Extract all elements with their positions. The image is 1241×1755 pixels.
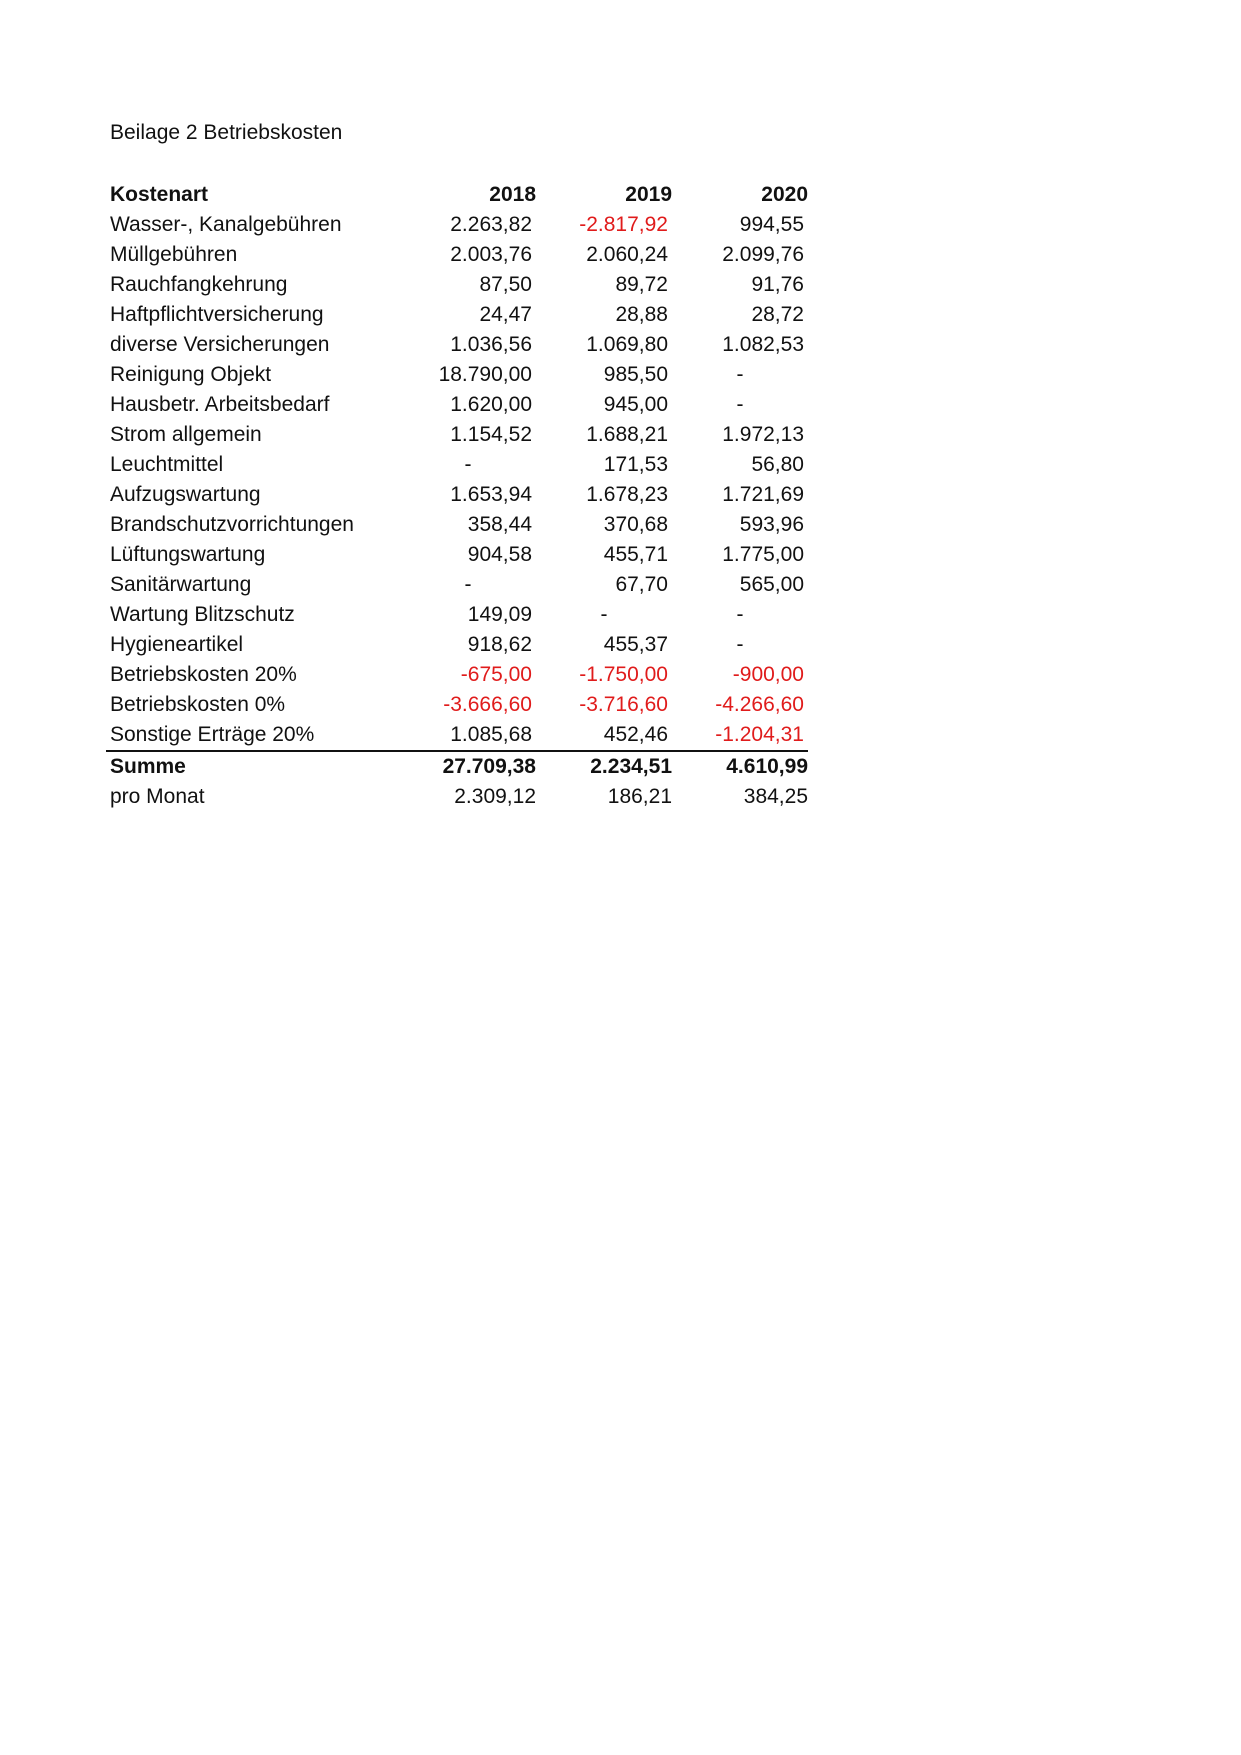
cell-value: 67,70: [615, 573, 668, 596]
cell-value: -: [736, 603, 744, 626]
cell-value: 149,09: [467, 603, 532, 626]
row-label: Wartung Blitzschutz: [110, 603, 295, 626]
cell-value: 370,68: [603, 513, 668, 536]
row-label: Summe: [110, 755, 186, 778]
table-row: [106, 390, 808, 420]
row-label: Hygieneartikel: [110, 633, 244, 656]
sum-row: [106, 751, 808, 782]
row-label: Hausbetr. Arbeitsbedarf: [110, 393, 330, 416]
cell-value: 1.688,21: [586, 423, 668, 446]
header-year: 2018: [489, 183, 536, 206]
cell-value: 2.263,82: [450, 213, 532, 236]
row-label: Brandschutzvorrichtungen: [110, 513, 354, 536]
cell-value: 1.972,13: [722, 423, 804, 446]
table-body: [106, 210, 808, 812]
cost-table: [106, 180, 808, 812]
cell-value: 28,88: [615, 303, 668, 326]
cell-value: 1.775,00: [722, 543, 804, 566]
row-label: Rauchfangkehrung: [110, 273, 288, 296]
cell-value: 904,58: [467, 543, 532, 566]
cell-value: -: [736, 363, 744, 386]
cell-value: -3.716,60: [579, 693, 668, 716]
table-row: [106, 570, 808, 600]
table-row: [106, 330, 808, 360]
table-row: [106, 540, 808, 570]
cell-value: 1.082,53: [722, 333, 804, 356]
cell-value: 1.069,80: [586, 333, 668, 356]
cell-value: 2.309,12: [454, 785, 536, 808]
cell-value: 24,47: [479, 303, 532, 326]
row-label: Haftpflichtversicherung: [110, 303, 324, 326]
cell-value: 452,46: [536, 720, 672, 751]
cell-value: 56,80: [751, 453, 804, 476]
cell-value: 593,96: [739, 513, 804, 536]
cell-value: 1.620,00: [450, 393, 532, 416]
row-label: Reinigung Objekt: [110, 363, 272, 386]
cell-value: -: [736, 393, 744, 416]
header-year: 2020: [761, 183, 808, 206]
table-row: [106, 300, 808, 330]
cell-value: 384,25: [743, 785, 808, 808]
cell-value: 28,72: [751, 303, 804, 326]
cell-value: -: [736, 633, 744, 656]
cell-value: 1.085,68: [400, 720, 536, 751]
cell-value: -1.204,31: [672, 720, 808, 751]
table-row: [106, 450, 808, 480]
cell-value: -3.666,60: [443, 693, 532, 716]
cell-value: 27.709,38: [442, 755, 536, 778]
table-row: [106, 690, 808, 720]
table-row: [106, 600, 808, 630]
header-year: 2019: [625, 183, 672, 206]
table-row: [106, 360, 808, 390]
row-label: Betriebskosten 0%: [110, 693, 286, 716]
cell-value: -900,00: [732, 663, 804, 686]
row-label: Sanitärwartung: [110, 573, 252, 596]
row-label: pro Monat: [110, 785, 205, 808]
cell-value: 1.036,56: [450, 333, 532, 356]
row-label: Strom allgemein: [110, 423, 262, 446]
cell-value: 2.099,76: [722, 243, 804, 266]
row-label: Wasser-, Kanalgebühren: [110, 213, 342, 236]
cell-value: 985,50: [603, 363, 668, 386]
cell-value: -4.266,60: [715, 693, 804, 716]
cell-value: -1.750,00: [579, 663, 668, 686]
cell-value: 1.653,94: [450, 483, 532, 506]
cell-value: 18.790,00: [438, 363, 532, 386]
table-row: [106, 210, 808, 240]
table-row: [106, 480, 808, 510]
cell-value: 91,76: [751, 273, 804, 296]
page-title: Beilage 2 Betriebskosten: [110, 121, 343, 144]
cell-value: 994,55: [739, 213, 804, 236]
cell-value: 2.060,24: [586, 243, 668, 266]
cell-value: 2.003,76: [450, 243, 532, 266]
table-row: [106, 270, 808, 300]
header-row: [106, 180, 808, 210]
cell-value: 565,00: [739, 573, 804, 596]
cell-value: 1.154,52: [450, 423, 532, 446]
table-row: [106, 660, 808, 690]
cell-value: 455,37: [603, 633, 668, 656]
cell-value: -675,00: [460, 663, 532, 686]
table-row: [106, 420, 808, 450]
cell-value: 358,44: [467, 513, 532, 536]
cell-value: 1.721,69: [722, 483, 804, 506]
cell-value: -: [464, 573, 472, 596]
cell-value: 455,71: [603, 543, 668, 566]
row-label: Müllgebühren: [110, 243, 238, 266]
cell-value: -: [600, 603, 608, 626]
cell-value: 171,53: [603, 453, 668, 476]
table-row: [106, 240, 808, 270]
header-kostenart: Kostenart: [110, 183, 209, 206]
table-row: [106, 510, 808, 540]
cell-value: 1.678,23: [586, 483, 668, 506]
table-row: [106, 630, 808, 660]
row-label: diverse Versicherungen: [110, 333, 330, 356]
cell-value: 87,50: [479, 273, 532, 296]
cell-value: 918,62: [467, 633, 532, 656]
cell-value: -: [464, 453, 472, 476]
row-label: Lüftungswartung: [110, 543, 266, 566]
cell-value: 945,00: [603, 393, 668, 416]
table-row: [106, 720, 808, 751]
row-label: Leuchtmittel: [110, 453, 224, 476]
cell-value: 89,72: [615, 273, 668, 296]
monthly-row: [106, 782, 808, 812]
cell-value: 186,21: [607, 785, 672, 808]
cell-value: -2.817,92: [579, 213, 668, 236]
cell-value: 4.610,99: [726, 755, 808, 778]
row-label: Betriebskosten 20%: [110, 663, 297, 686]
row-label: Sonstige Erträge 20%: [106, 720, 400, 751]
row-label: Aufzugswartung: [110, 483, 261, 506]
cell-value: 2.234,51: [590, 755, 672, 778]
